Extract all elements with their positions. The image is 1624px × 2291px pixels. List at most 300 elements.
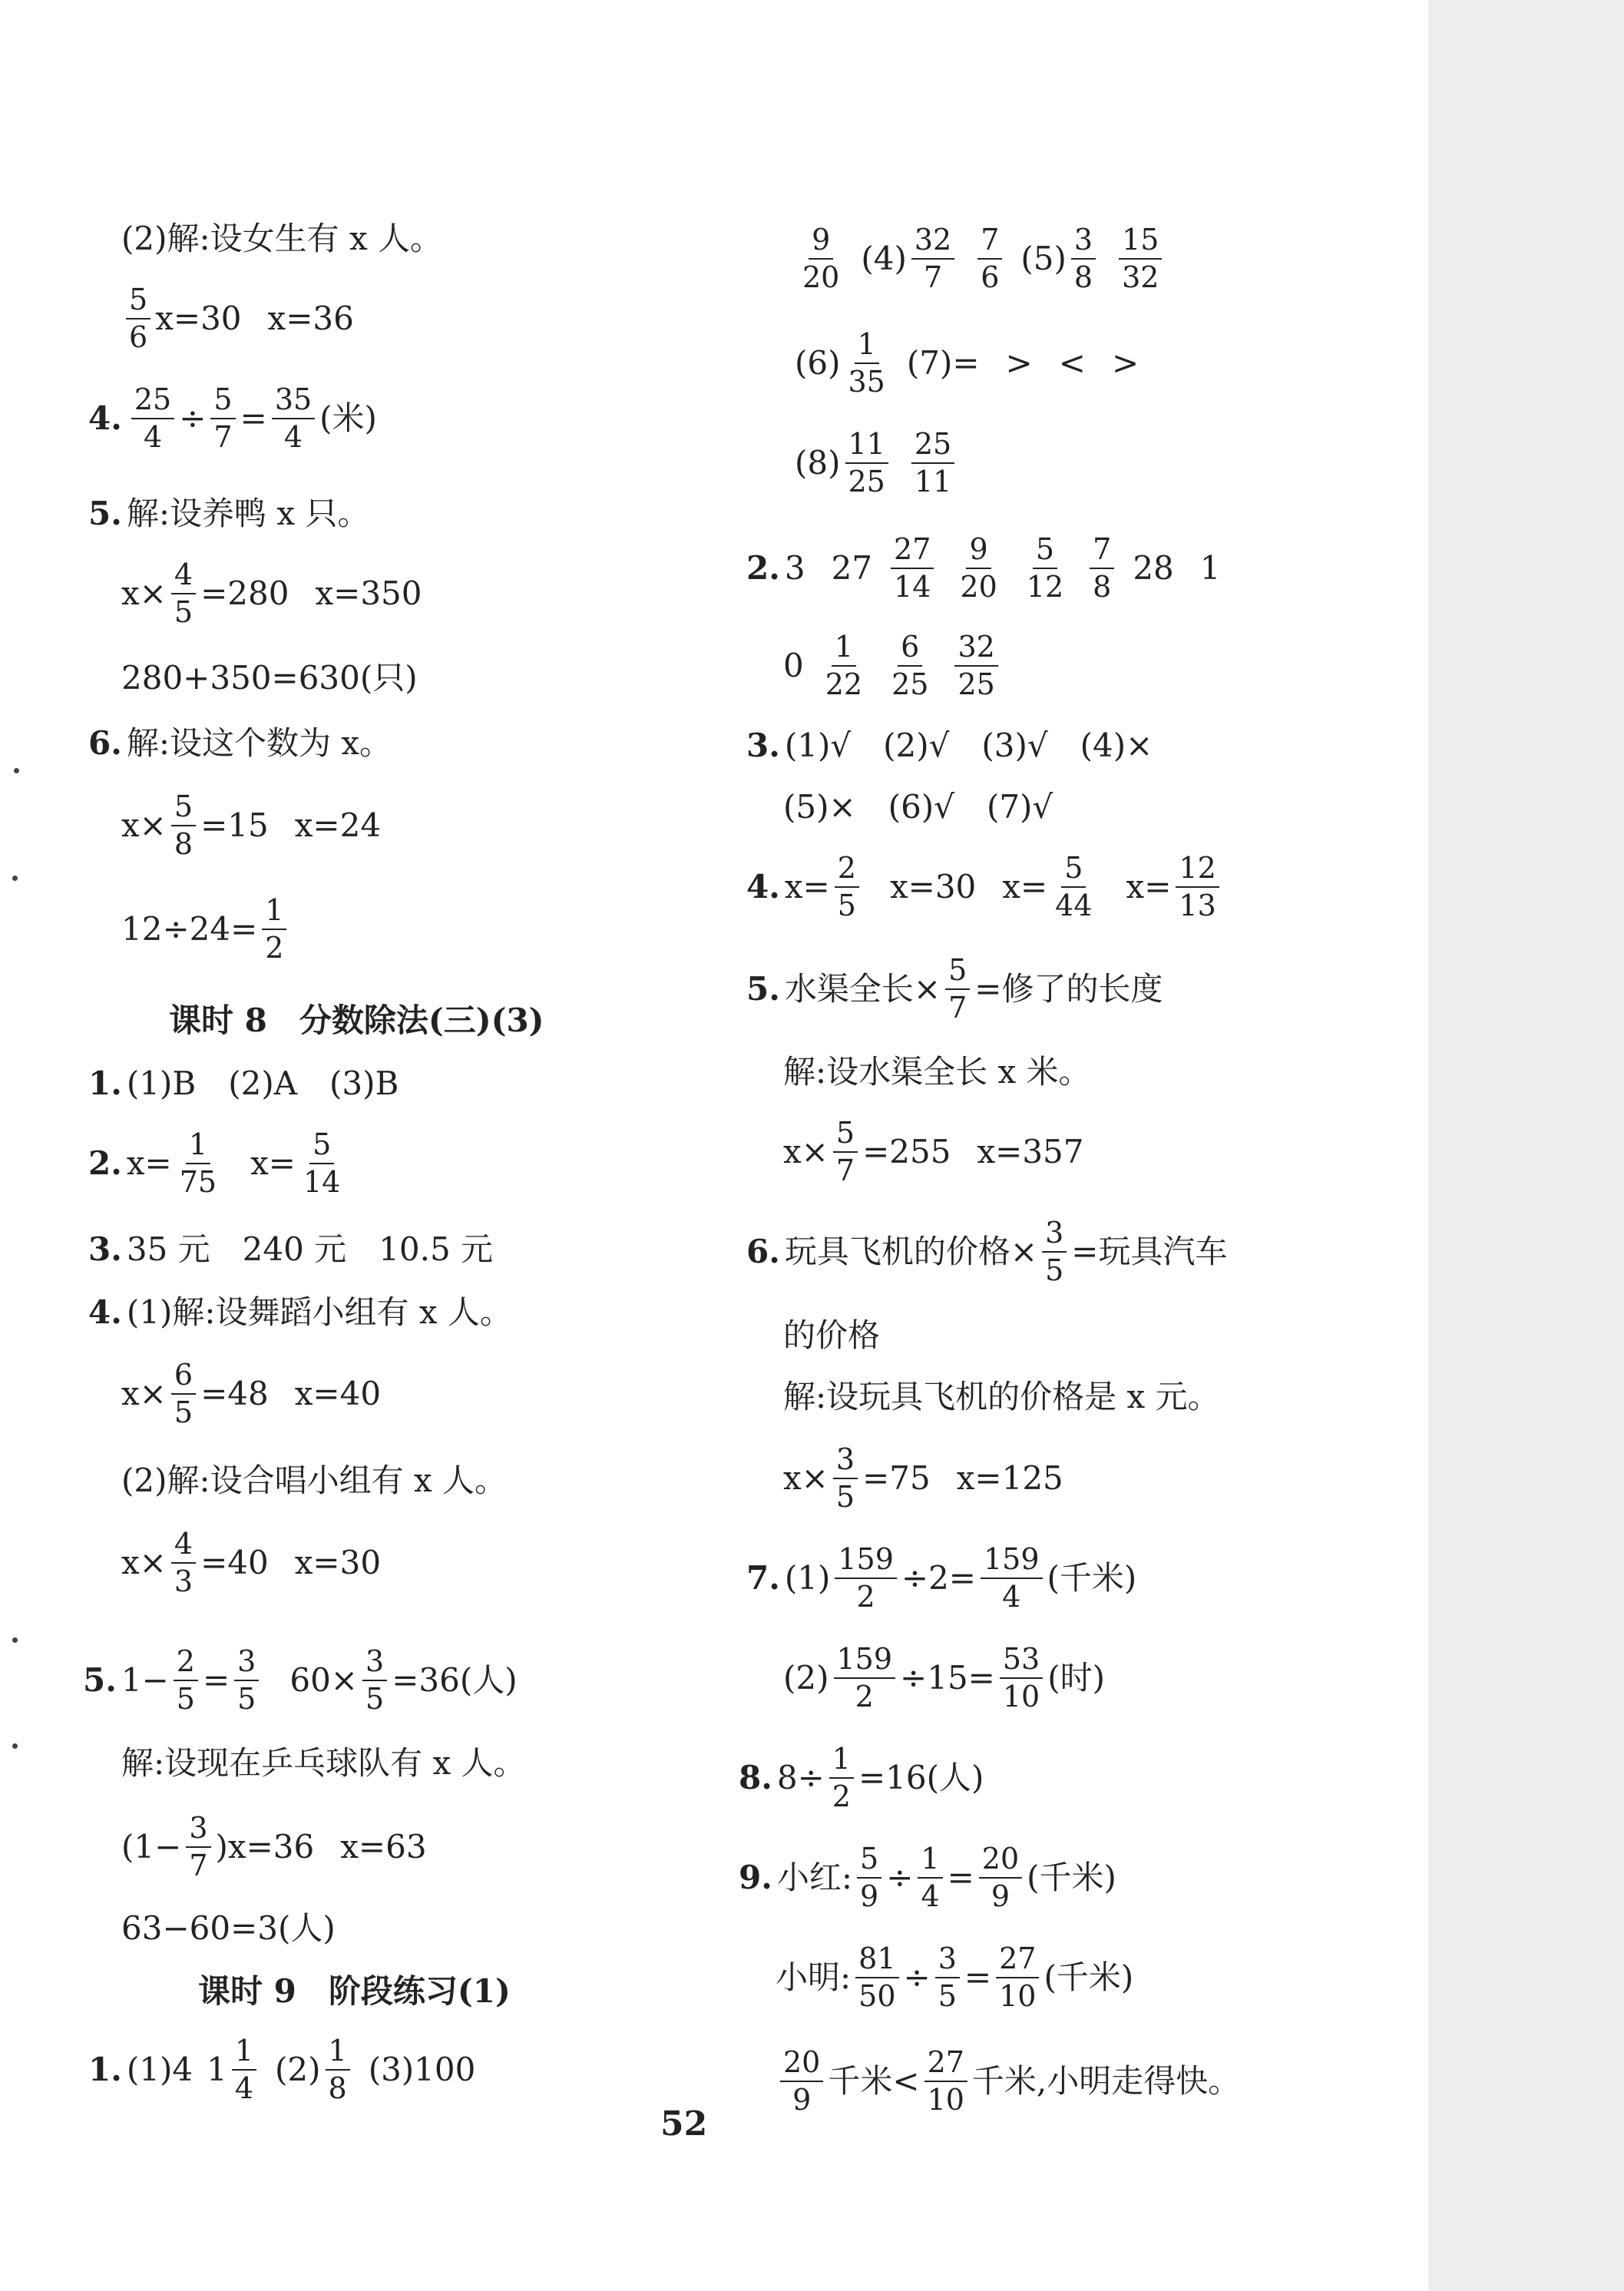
text: ÷ bbox=[903, 1958, 931, 1997]
denominator: 5 bbox=[938, 1979, 957, 2014]
question-number: 4. bbox=[88, 1293, 122, 1331]
fraction bbox=[300, 1129, 343, 1198]
text: 解:设玩具飞机的价格是 x 元。 bbox=[783, 1378, 1220, 1415]
text: 解:设现在乒乓球队有 x 人。 bbox=[121, 1744, 526, 1782]
numerator: 20 bbox=[979, 1843, 1022, 1879]
answer-line bbox=[783, 1378, 1220, 1415]
question-number: 2. bbox=[746, 549, 780, 588]
text: ÷ bbox=[886, 1859, 914, 1897]
text: =75 bbox=[862, 1459, 931, 1498]
denominator: 12 bbox=[1026, 570, 1064, 604]
fraction bbox=[1024, 534, 1067, 603]
text: ÷2= bbox=[901, 1559, 976, 1597]
answer-line bbox=[783, 1316, 881, 1354]
fraction bbox=[1071, 224, 1096, 293]
fraction bbox=[177, 1129, 220, 1198]
denominator: 8 bbox=[1073, 260, 1093, 295]
text: 小明: bbox=[776, 1958, 852, 1997]
text: x× bbox=[783, 1133, 829, 1171]
scan-speck bbox=[12, 876, 18, 881]
denominator: 44 bbox=[1055, 889, 1093, 923]
answer-line bbox=[121, 895, 291, 964]
numerator: 1 bbox=[829, 1743, 854, 1779]
question-number: 8. bbox=[739, 1759, 772, 1797]
numerator: 3 bbox=[1071, 224, 1096, 260]
denominator: 8 bbox=[1093, 570, 1112, 604]
text: 35 元 240 元 10.5 元 bbox=[126, 1230, 494, 1268]
denominator: 14 bbox=[894, 570, 931, 604]
text: 12÷24= bbox=[121, 910, 258, 949]
text: =255 bbox=[862, 1133, 951, 1171]
text: 课时 8 分数除法(三)(3) bbox=[169, 1001, 544, 1039]
denominator: 4 bbox=[143, 420, 163, 455]
denominator: 3 bbox=[174, 1564, 193, 1599]
numerator: 3 bbox=[186, 1813, 210, 1848]
text: x=36 bbox=[267, 300, 354, 338]
text: 28 bbox=[1133, 549, 1174, 588]
numerator: 4 bbox=[171, 1528, 196, 1564]
denominator: 5 bbox=[237, 1682, 256, 1717]
text: ÷15= bbox=[900, 1659, 995, 1697]
answer-line bbox=[83, 1646, 518, 1715]
text: (2)解:设合唱小组有 x 人。 bbox=[121, 1462, 508, 1499]
fraction bbox=[210, 384, 235, 453]
text: x=63 bbox=[340, 1828, 427, 1866]
fraction bbox=[1119, 224, 1162, 293]
text: )x=36 bbox=[215, 1828, 315, 1866]
question-number: 9. bbox=[739, 1859, 772, 1897]
text: x× bbox=[121, 1375, 167, 1413]
fraction bbox=[977, 224, 1002, 293]
text: 解:设养鸭 x 只。 bbox=[126, 495, 370, 532]
denominator: 9 bbox=[792, 2083, 812, 2117]
question-number: 5. bbox=[88, 495, 122, 532]
answer-line bbox=[121, 220, 443, 257]
fraction bbox=[924, 2047, 967, 2116]
numerator: 159 bbox=[981, 1544, 1043, 1579]
text: (2) bbox=[275, 2051, 321, 2089]
numerator: 1 bbox=[262, 895, 286, 930]
text: 1 bbox=[207, 2051, 227, 2089]
numerator: 1 bbox=[326, 2035, 350, 2071]
fraction bbox=[234, 1646, 259, 1715]
question-number: 4. bbox=[88, 399, 122, 438]
answer-line bbox=[783, 631, 1003, 700]
text: 3 bbox=[784, 549, 805, 588]
text: = bbox=[947, 1859, 974, 1897]
text: (千米) bbox=[1044, 1958, 1134, 1997]
denominator: 9 bbox=[991, 1879, 1010, 1914]
text: 玩具飞机的价格× bbox=[784, 1233, 1038, 1271]
text: = bbox=[202, 1661, 230, 1700]
numerator: 25 bbox=[131, 384, 174, 419]
fraction bbox=[171, 791, 196, 860]
text: x=30 bbox=[294, 1544, 382, 1582]
answer-line bbox=[739, 1843, 1116, 1912]
denominator: 8 bbox=[174, 827, 193, 862]
denominator: 22 bbox=[825, 667, 863, 702]
text: > bbox=[1005, 344, 1033, 382]
text: 解:设这个数为 x。 bbox=[126, 724, 392, 762]
fraction bbox=[845, 429, 888, 498]
numerator: 3 bbox=[1042, 1217, 1067, 1253]
fraction bbox=[829, 1743, 854, 1813]
denominator: 20 bbox=[802, 260, 840, 295]
question-number: 1. bbox=[88, 2051, 122, 2089]
text: 课时 9 阶段练习(1) bbox=[198, 1972, 511, 2010]
answer-line bbox=[121, 1462, 508, 1499]
text: (1)√ (2)√ (3)√ (4)× bbox=[784, 727, 1153, 764]
fraction bbox=[835, 853, 859, 922]
text: 1 bbox=[1199, 549, 1221, 588]
numerator: 7 bbox=[1090, 534, 1114, 569]
fraction bbox=[954, 631, 997, 700]
denominator: 14 bbox=[303, 1165, 341, 1200]
question-number: 7. bbox=[746, 1559, 780, 1597]
numerator: 3 bbox=[833, 1444, 858, 1479]
answer-line bbox=[739, 1743, 984, 1813]
section-title bbox=[169, 1001, 544, 1039]
fraction bbox=[126, 284, 150, 353]
text: (4) bbox=[861, 240, 907, 278]
numerator: 11 bbox=[845, 429, 888, 464]
answer-line bbox=[121, 791, 381, 860]
answer-line bbox=[88, 2035, 475, 2104]
answer-line bbox=[88, 495, 370, 532]
numerator: 1 bbox=[832, 631, 856, 667]
fraction bbox=[1176, 853, 1219, 922]
text: =36(人) bbox=[392, 1661, 518, 1700]
numerator: 27 bbox=[924, 2047, 967, 2082]
answer-line bbox=[746, 853, 1224, 922]
answer-line bbox=[746, 1217, 1227, 1286]
fraction bbox=[945, 955, 970, 1024]
numerator: 6 bbox=[171, 1359, 196, 1395]
section-title bbox=[198, 1972, 511, 2010]
text: (5)× (6)√ (7)√ bbox=[783, 788, 1053, 826]
text: x=125 bbox=[956, 1459, 1063, 1498]
text: (1)B (2)A (3)B bbox=[126, 1064, 399, 1102]
fraction bbox=[857, 1843, 881, 1912]
answer-line bbox=[783, 788, 1053, 826]
text: x= bbox=[1126, 868, 1172, 906]
text: x=24 bbox=[294, 806, 382, 845]
numerator: 35 bbox=[272, 384, 315, 419]
numerator: 27 bbox=[891, 534, 934, 569]
fraction bbox=[1042, 1217, 1067, 1286]
text: =玩具汽车 bbox=[1071, 1233, 1228, 1271]
fraction bbox=[996, 1943, 1039, 2012]
fraction bbox=[981, 1544, 1043, 1613]
text: (1)解:设舞蹈小组有 x 人。 bbox=[126, 1293, 512, 1331]
denominator: 11 bbox=[914, 465, 952, 499]
fraction bbox=[799, 224, 842, 293]
numerator: 27 bbox=[996, 1943, 1039, 1978]
text: x× bbox=[783, 1459, 829, 1498]
numerator: 32 bbox=[954, 631, 997, 667]
denominator: 7 bbox=[923, 260, 943, 295]
scan-speck bbox=[12, 1637, 18, 1643]
answer-line bbox=[783, 1444, 1063, 1513]
denominator: 35 bbox=[848, 365, 885, 399]
text: (6) bbox=[795, 344, 841, 382]
question-number: 1. bbox=[88, 1064, 122, 1102]
numerator: 5 bbox=[833, 1117, 858, 1153]
denominator: 2 bbox=[856, 1580, 875, 1614]
denominator: 6 bbox=[981, 260, 1000, 295]
denominator: 2 bbox=[832, 1779, 851, 1814]
text: 1− bbox=[121, 1661, 169, 1700]
fraction bbox=[845, 329, 888, 398]
denominator: 4 bbox=[283, 420, 303, 455]
text: x=30 bbox=[155, 300, 242, 338]
page-edge-shadow bbox=[1428, 0, 1624, 2291]
fraction bbox=[1052, 853, 1095, 922]
text: x= bbox=[1002, 868, 1048, 906]
text: x= bbox=[784, 868, 830, 906]
answer-line bbox=[121, 659, 418, 697]
text: = bbox=[964, 1958, 992, 1997]
fraction bbox=[1090, 534, 1114, 603]
text: (5) bbox=[1020, 240, 1067, 278]
fraction bbox=[174, 1646, 198, 1715]
text: (2) bbox=[783, 1659, 829, 1697]
numerator: 25 bbox=[911, 429, 954, 464]
text: =40 bbox=[200, 1544, 269, 1582]
fraction bbox=[1000, 1644, 1043, 1713]
text: x× bbox=[121, 806, 167, 845]
denominator: 10 bbox=[999, 1979, 1037, 2014]
fraction bbox=[833, 1117, 858, 1187]
question-number: 3. bbox=[746, 727, 780, 764]
text: (1)4 bbox=[126, 2051, 193, 2089]
numerator: 9 bbox=[809, 224, 833, 260]
fraction bbox=[326, 2035, 350, 2104]
question-number: 5. bbox=[83, 1661, 117, 1700]
fraction bbox=[911, 429, 954, 498]
denominator: 2 bbox=[855, 1680, 874, 1714]
text: x× bbox=[121, 1544, 167, 1582]
numerator: 53 bbox=[1000, 1644, 1043, 1679]
text: < bbox=[1058, 344, 1086, 382]
answer-line bbox=[121, 1528, 381, 1597]
numerator: 1 bbox=[918, 1843, 942, 1879]
denominator: 5 bbox=[174, 1395, 193, 1430]
text: x= bbox=[126, 1144, 172, 1183]
text: =16(人) bbox=[858, 1759, 984, 1797]
answer-line bbox=[776, 2047, 1240, 2116]
denominator: 5 bbox=[176, 1682, 195, 1717]
denominator: 5 bbox=[174, 595, 193, 630]
text: 解:设水渠全长 x 米。 bbox=[783, 1053, 1091, 1091]
text: (8) bbox=[795, 444, 841, 482]
denominator: 6 bbox=[129, 320, 148, 355]
question-number: 3. bbox=[88, 1230, 122, 1268]
numerator: 5 bbox=[1033, 534, 1057, 569]
fraction bbox=[888, 631, 931, 700]
text: 280+350=630(只) bbox=[121, 659, 418, 697]
denominator: 7 bbox=[213, 420, 233, 455]
numerator: 2 bbox=[835, 853, 859, 888]
denominator: 50 bbox=[858, 1979, 896, 2014]
answer-line bbox=[795, 429, 959, 498]
question-number: 6. bbox=[746, 1233, 780, 1271]
fraction bbox=[935, 1943, 960, 2012]
fraction bbox=[262, 895, 286, 964]
denominator: 10 bbox=[1002, 1680, 1040, 1714]
answer-line bbox=[88, 1230, 494, 1268]
denominator: 7 bbox=[189, 1849, 208, 1883]
denominator: 25 bbox=[891, 667, 929, 702]
answer-line bbox=[783, 1644, 1105, 1713]
answer-line bbox=[121, 1359, 381, 1429]
fraction bbox=[918, 1843, 942, 1912]
text: (1− bbox=[121, 1828, 182, 1866]
fraction bbox=[834, 1644, 896, 1713]
text: x× bbox=[121, 574, 167, 613]
fraction bbox=[131, 384, 174, 453]
answer-line bbox=[88, 1129, 348, 1198]
fraction bbox=[911, 224, 954, 293]
answer-line bbox=[746, 1544, 1136, 1613]
text: 水渠全长× bbox=[784, 970, 941, 1008]
text: 千米< bbox=[828, 2062, 920, 2101]
denominator: 2 bbox=[265, 931, 284, 965]
numerator: 5 bbox=[210, 384, 235, 419]
answer-line bbox=[121, 1909, 336, 1947]
text: 0 bbox=[783, 647, 804, 685]
answer-line bbox=[783, 1053, 1091, 1091]
fraction bbox=[780, 2047, 823, 2116]
text: x=357 bbox=[977, 1133, 1084, 1171]
text: x=40 bbox=[294, 1375, 382, 1413]
denominator: 10 bbox=[927, 2083, 964, 2117]
fraction bbox=[232, 2035, 256, 2104]
question-number: 4. bbox=[746, 868, 780, 906]
denominator: 5 bbox=[365, 1682, 385, 1717]
denominator: 25 bbox=[848, 465, 885, 499]
numerator: 1 bbox=[186, 1129, 210, 1164]
numerator: 4 bbox=[171, 559, 196, 594]
denominator: 7 bbox=[835, 1154, 855, 1188]
text: =修了的长度 bbox=[974, 970, 1163, 1008]
text: (千米) bbox=[1047, 1559, 1137, 1597]
numerator: 32 bbox=[911, 224, 954, 260]
numerator: 9 bbox=[966, 534, 991, 569]
numerator: 20 bbox=[780, 2047, 823, 2082]
numerator: 5 bbox=[1061, 853, 1086, 888]
text: (7)= bbox=[906, 344, 980, 382]
fraction bbox=[891, 534, 934, 603]
fraction bbox=[171, 1359, 196, 1429]
denominator: 5 bbox=[837, 889, 856, 923]
fraction bbox=[272, 384, 315, 453]
numerator: 5 bbox=[857, 1843, 881, 1879]
answer-line bbox=[746, 534, 1221, 603]
answer-line bbox=[121, 1813, 427, 1882]
denominator: 9 bbox=[860, 1879, 879, 1914]
numerator: 3 bbox=[362, 1646, 387, 1681]
text: (千米) bbox=[1027, 1859, 1116, 1897]
fraction bbox=[186, 1813, 210, 1882]
text: =15 bbox=[200, 806, 269, 845]
answer-line bbox=[776, 1943, 1133, 2012]
answer-line bbox=[121, 1744, 526, 1782]
text: (1) bbox=[784, 1559, 831, 1597]
text: 8÷ bbox=[776, 1759, 825, 1797]
answer-line bbox=[746, 727, 1153, 764]
answer-line bbox=[88, 1293, 512, 1331]
question-number: 2. bbox=[88, 1144, 122, 1183]
answer-line bbox=[88, 1064, 399, 1102]
text: 60× bbox=[289, 1661, 358, 1700]
text: 27 bbox=[831, 549, 873, 588]
fraction bbox=[362, 1646, 387, 1715]
answer-line bbox=[783, 1117, 1083, 1187]
text: (时) bbox=[1047, 1659, 1105, 1697]
denominator: 4 bbox=[1002, 1580, 1021, 1614]
fraction bbox=[855, 1943, 898, 2012]
numerator: 5 bbox=[945, 955, 970, 990]
operator: = bbox=[240, 399, 267, 438]
numerator: 81 bbox=[855, 1943, 898, 1978]
denominator: 4 bbox=[234, 2071, 253, 2106]
denominator: 8 bbox=[328, 2071, 347, 2106]
numerator: 12 bbox=[1176, 853, 1219, 888]
numerator: 15 bbox=[1119, 224, 1162, 260]
numerator: 159 bbox=[835, 1544, 897, 1579]
question-number: 6. bbox=[88, 724, 122, 762]
numerator: 3 bbox=[234, 1646, 259, 1681]
text: 的价格 bbox=[783, 1316, 881, 1354]
question-number: 5. bbox=[746, 970, 780, 1008]
denominator: 5 bbox=[835, 1480, 855, 1515]
scan-speck bbox=[14, 768, 19, 773]
numerator: 5 bbox=[126, 284, 150, 319]
text: (2)解:设女生有 x 人。 bbox=[121, 220, 443, 257]
denominator: 75 bbox=[179, 1165, 217, 1200]
operator: ÷ bbox=[179, 399, 207, 438]
numerator: 1 bbox=[855, 329, 879, 364]
unit: (米) bbox=[319, 399, 377, 438]
fraction bbox=[171, 1528, 196, 1597]
fraction bbox=[833, 1444, 858, 1513]
text: 小红: bbox=[776, 1859, 853, 1897]
fraction bbox=[979, 1843, 1022, 1912]
text: 63−60=3(人) bbox=[121, 1909, 336, 1947]
fraction bbox=[171, 559, 196, 628]
numerator: 2 bbox=[174, 1646, 198, 1681]
numerator: 5 bbox=[309, 1129, 334, 1164]
numerator: 7 bbox=[977, 224, 1002, 260]
answer-line bbox=[121, 284, 354, 353]
denominator: 25 bbox=[958, 667, 995, 702]
denominator: 5 bbox=[1045, 1253, 1064, 1288]
denominator: 4 bbox=[921, 1879, 940, 1914]
fraction bbox=[822, 631, 865, 700]
answer-line bbox=[121, 559, 422, 628]
numerator: 3 bbox=[935, 1943, 960, 1978]
fraction bbox=[957, 534, 1000, 603]
denominator: 13 bbox=[1179, 889, 1216, 923]
numerator: 5 bbox=[171, 791, 196, 826]
text: x= bbox=[250, 1144, 296, 1183]
numerator: 6 bbox=[898, 631, 922, 667]
text: x=30 bbox=[889, 868, 977, 906]
answer-line bbox=[88, 384, 377, 453]
text: =48 bbox=[200, 1375, 269, 1413]
text: 千米,小明走得快。 bbox=[971, 2062, 1241, 2101]
